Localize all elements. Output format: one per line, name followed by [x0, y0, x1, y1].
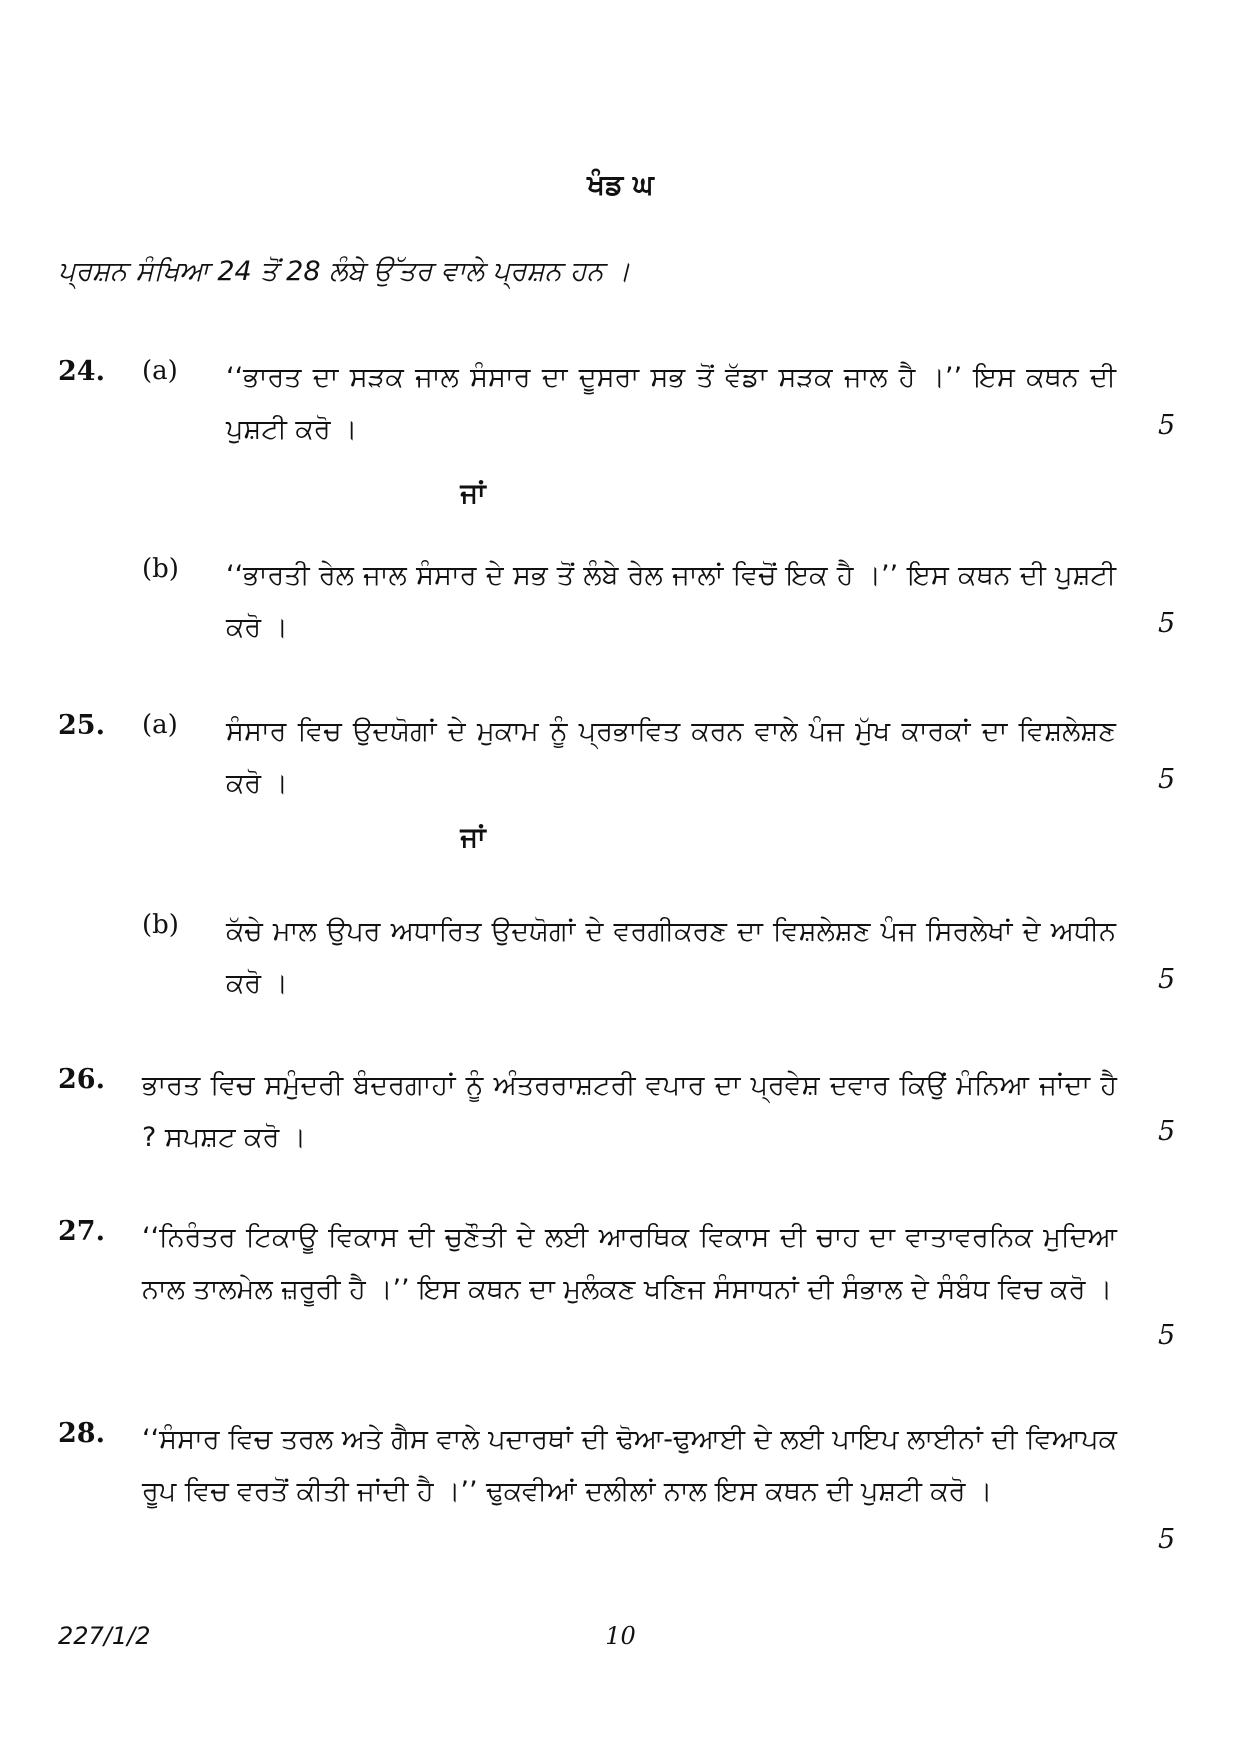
- section-title: ਖੰਡ ਘ: [587, 168, 654, 201]
- marks: 5: [1158, 1116, 1176, 1147]
- question-text: ‘‘ਨਿਰੰਤਰ ਟਿਕਾਊ ਵਿਕਾਸ ਦੀ ਚੁਣੌਤੀ ਦੇ ਲਈ ਆਰਥਿਕ ਵਿਕਾਸ ਦੀ ਚਾਹ ਦਾ ਵਾਤਾਵਰਨਿਕ ਮੁਦਿਆ ਨਾਲ ਤਾਲਮੇਲ ਜ਼ਰੂਰੀ ਹੈ ।’’ ਇਸ ਕਥਨ ਦਾ ਮੁਲੰਕਣ ਖਣਿਜ ਸੰਸਾਧਨਾਂ ਦੀ ਸੰਭਾਲ ਦੇ ਸੰਬੰਧ ਵਿਚ ਕਰੋ ।: [142, 1222, 1117, 1305]
- marks: 5: [1158, 1524, 1176, 1555]
- part-label: (a): [142, 710, 178, 740]
- or-separator: ਜਾਂ: [460, 822, 486, 853]
- question-text: ‘‘ਭਾਰਤੀ ਰੇਲ ਜਾਲ ਸੰਸਾਰ ਦੇ ਸਭ ਤੋਂ ਲੰਬੇ ਰੇਲ ਜਾਲਾਂ ਵਿਚੋਂ ਇਕ ਹੈ ।’’ ਇਸ ਕਥਨ ਦੀ ਪੁਸ਼ਟੀ ਕਰੋ ।: [226, 560, 1116, 643]
- marks: 5: [1158, 410, 1176, 441]
- or-separator: ਜਾਂ: [460, 478, 486, 509]
- question-number: 28.: [58, 1418, 105, 1449]
- section-instruction: ਪ੍ਰਸ਼ਨ ਸੰਖਿਆ 24 ਤੋਂ 28 ਲੰਬੇ ਉੱਤਰ ਵਾਲੇ ਪ੍ਰਸ਼ਨ ਹਨ ।: [58, 256, 631, 287]
- part-label: (a): [142, 356, 178, 386]
- part-label: (b): [142, 910, 179, 940]
- question-number: 27.: [58, 1216, 105, 1247]
- question-number: 26.: [58, 1064, 105, 1095]
- marks: 5: [1158, 1320, 1176, 1351]
- question-number: 24.: [58, 356, 105, 387]
- page-number: 10: [605, 1622, 636, 1650]
- paper-code: 227/1/2: [58, 1622, 151, 1650]
- question-text: ਭਾਰਤ ਵਿਚ ਸਮੁੰਦਰੀ ਬੰਦਰਗਾਹਾਂ ਨੂੰ ਅੰਤਰਰਾਸ਼ਟਰੀ ਵਪਾਰ ਦਾ ਪ੍ਰਵੇਸ਼ ਦਵਾਰ ਕਿਉਂ ਮੰਨਿਆ ਜਾਂਦਾ ਹੈ ? ਸਪਸ਼ਟ ਕਰੋ ।: [142, 1070, 1117, 1153]
- marks: 5: [1158, 608, 1176, 639]
- part-label: (b): [142, 554, 179, 584]
- question-text: ‘‘ਭਾਰਤ ਦਾ ਸੜਕ ਜਾਲ ਸੰਸਾਰ ਦਾ ਦੂਸਰਾ ਸਭ ਤੋਂ ਵੱਡਾ ਸੜਕ ਜਾਲ ਹੈ ।’’ ਇਸ ਕਥਨ ਦੀ ਪੁਸ਼ਟੀ ਕਰੋ ।: [226, 362, 1116, 445]
- question-text: ਕੱਚੇ ਮਾਲ ਉਪਰ ਅਧਾਰਿਤ ਉਦਯੋਗਾਂ ਦੇ ਵਰਗੀਕਰਣ ਦਾ ਵਿਸ਼ਲੇਸ਼ਣ ਪੰਜ ਸਿਰਲੇਖਾਂ ਦੇ ਅਧੀਨ ਕਰੋ ।: [226, 916, 1116, 999]
- question-number: 25.: [58, 710, 105, 741]
- question-text: ‘‘ਸੰਸਾਰ ਵਿਚ ਤਰਲ ਅਤੇ ਗੈਸ ਵਾਲੇ ਪਦਾਰਥਾਂ ਦੀ ਢੋਆ-ਢੁਆਈ ਦੇ ਲਈ ਪਾਇਪ ਲਾਈਨਾਂ ਦੀ ਵਿਆਪਕ ਰੂਪ ਵਿਚ ਵਰਤੋਂ ਕੀਤੀ ਜਾਂਦੀ ਹੈ ।’’ ਢੁਕਵੀਆਂ ਦਲੀਲਾਂ ਨਾਲ ਇਸ ਕਥਨ ਦੀ ਪੁਸ਼ਟੀ ਕਰੋ ।: [142, 1424, 1117, 1507]
- marks: 5: [1158, 964, 1176, 995]
- question-text: ਸੰਸਾਰ ਵਿਚ ਉਦਯੋਗਾਂ ਦੇ ਮੁਕਾਮ ਨੂੰ ਪ੍ਰਭਾਵਿਤ ਕਰਨ ਵਾਲੇ ਪੰਜ ਮੁੱਖ ਕਾਰਕਾਂ ਦਾ ਵਿਸ਼ਲੇਸ਼ਣ ਕਰੋ ।: [226, 716, 1116, 799]
- marks: 5: [1158, 764, 1176, 795]
